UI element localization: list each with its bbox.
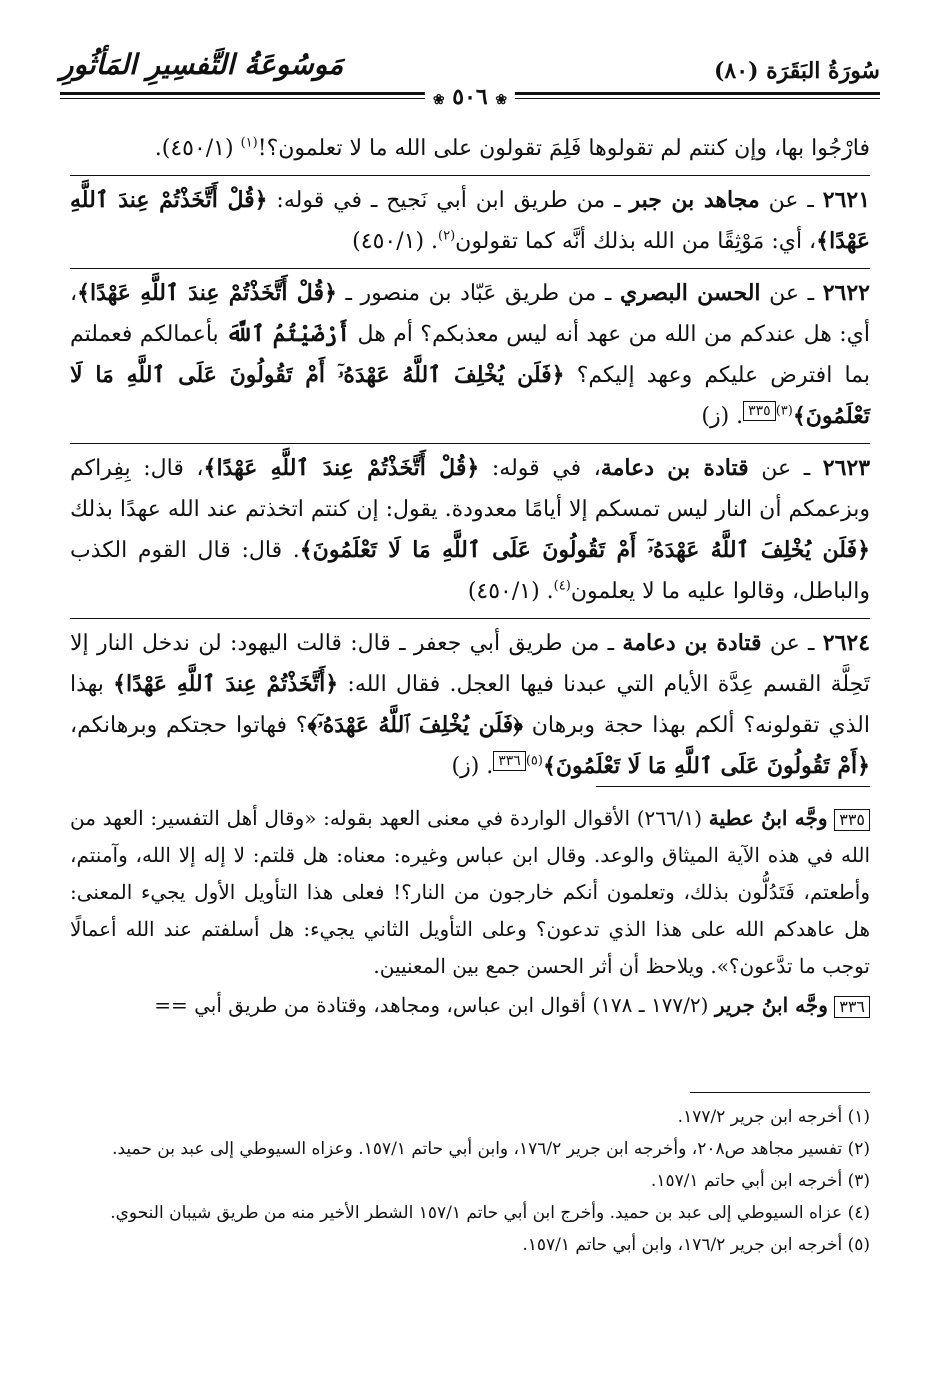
footnote: (٤) عزاه السيوطي إلى عبد بن حميد. وأخرج ابن أبي حاتم ١٥٧/١ الشطر الأخير منه من طريق شيبان النحوي. [110,1203,870,1223]
quran-verse: ﴿قُلْ أَتَّخَذْتُمْ عِندَ ٱللَّهِ عَهْدًا﴾ [77,280,337,306]
narration-text: ؟ فهاتوا حجتكم وبرهانكم، [70,713,308,738]
narration-text: بأعمالكم فعملتم بما افترض عليكم وعهد إليكم؟ [70,322,870,388]
narrator-name: الحسن البصري [619,280,761,306]
narration-2624 [70,623,870,787]
narration-text: ـ عن [768,188,814,213]
narration-number: ٢٦٢١ [822,187,871,213]
narration-text: ـ من طريق عَبّاد بن منصور ـ [345,281,612,306]
page-header [60,48,880,108]
narration-text: ـ عن [769,281,815,306]
narration-number: ٢٦٢٢ [822,280,870,306]
quran-verse: أَرْضَيْتُمُ ٱللَّهَ [226,321,351,347]
main-text [70,128,870,793]
footnote-divider [690,1092,870,1093]
narration-text: ـ عن [761,456,811,481]
footnote: (٣) أخرجه ابن أبي حاتم ١٥٧/١. [650,1171,870,1191]
reference: . (٤٥٠/١) [352,229,439,254]
surah-title: سُورَةُ البَقَرَة (٨٠) [714,58,880,84]
paragraph-text: فارْجُوا بها، وإن كنتم لم تقولوها فَلِمَ تقولون على الله ما لا تعلمون؟! [257,136,870,161]
narration-text: ـ عن [769,631,815,656]
narration-2623 [70,448,870,612]
paragraph-separator [70,443,870,444]
narration-text: ، أي: هل عندكم من الله من عهد أنه ليس معذبكم؟ أم هل [70,281,870,347]
reference: (٤٥٠/١). [154,136,234,161]
narration-text: بهذا الذي تقولونه؟ ألكم بهذا حجة وبرهان [70,672,870,738]
footnote: (٥) أخرجه ابن جرير ١٧٦/٢، وابن أبي حاتم ١٥٧/١. [522,1235,870,1255]
narration-number: ٢٦٢٤ [822,630,871,656]
commentary-author: وجَّه ابنُ عطية [708,806,828,830]
paragraph-separator [70,618,870,619]
footnote-marker: (٢) [438,228,456,244]
commentary-author: وجَّه ابنُ جرير [714,993,828,1017]
reference: . (٤٥٠/١) [467,579,554,604]
narrator-name: قتادة بن دعامة [600,455,749,481]
commentary-marker: ٣٣٦ [493,751,526,771]
footnote-marker: (٥) [525,753,543,769]
quran-verse: ﴿أَتَّخَذْتُمْ عِندَ ٱللَّهِ عَهْدًا﴾ [113,671,339,697]
quran-verse: ﴿قُلْ أَتَّخَذْتُمْ عِندَ ٱللَّهِ عَهْدًا﴾ [70,187,870,254]
quran-verse: ﴿فَلَن يُخْلِفَ ٱللَّهُ عَهْدَهُۥٓ﴾ [307,712,523,738]
narration-2622 [70,273,870,437]
commentary-text: (١٧٧/٢ ـ ١٧٨) أقوال ابن عباس، ومجاهد، وقتادة من طريق أبي == [154,993,709,1017]
narration-text: . قال: قال القوم الكذب والباطل، وقالوا عليه ما لا يعلمون [70,538,870,604]
footnote: (٢) تفسير مجاهد ص٢٠٨، وأخرجه ابن جرير ١٧٦/٢، وابن أبي حاتم ١٥٧/١. وعزاه السيوطي إلى عبد بن حميد. [112,1139,870,1159]
commentary-335 [70,800,870,985]
footnote-marker: (٣) [775,403,793,419]
narration-2621 [70,180,870,262]
paragraph-separator [70,175,870,176]
narration-text: ، في قوله: [491,456,601,481]
ornament-icon: ❀ [432,92,445,108]
page-number-group [425,84,515,110]
paragraph-separator [70,268,870,269]
reference: . (ز) [701,404,744,429]
narration-number: ٢٦٢٣ [822,455,871,481]
quran-verse: ﴿أَمْ تَقُولُونَ عَلَى ٱللَّهِ مَا لَا تَعْلَمُونَ﴾ [542,753,870,779]
page-number: ٥٠٦ [452,84,488,110]
footnote-marker: (١) [240,135,258,151]
narration-text: ، أي: مَوْثِقًا من الله بذلك أنَّه كما تقولون [455,229,817,254]
commentary-336 [70,987,870,1024]
narration-text: ـ من طريق أبي جعفر ـ قال: قالت اليهود: لن ندخل النار إلا تَحِلَّة القسم عِدَّة الأيام التي عبدنا فيها العجل. فقال الله: [70,631,870,697]
commentary-section [70,800,870,1026]
quran-verse: ﴿قُلْ أَتَّخَذْتُمْ عِندَ ٱللَّهِ عَهْدًا﴾ [203,455,480,481]
ornament-icon: ❀ [495,92,508,108]
footnote: (١) أخرجه ابن جرير ١٧٧/٢. [677,1107,870,1127]
narration-text: ، قال: بِفِراكم وبزعمكم أن النار ليس تمسكم إلا أيامًا معدودة. يقول: إن كنتم اتخذتم عند الله عهدًا بذلك [70,456,871,522]
commentary-divider [596,786,870,787]
book-title: مَوسُوعَةُ التَّفسِيرِ المَأثُورِ [60,48,344,81]
narrator-name: مجاهد بن جبر [629,187,760,213]
quran-verse: ﴿فَلَن يُخْلِفَ ٱللَّهُ عَهْدَهُۥٓ أَمْ تَقُولُونَ عَلَى ٱللَّهِ مَا لَا تَعْلَمُونَ﴾ [70,362,870,429]
commentary-number: ٣٣٦ [834,996,870,1018]
quran-verse: ﴿فَلَن يُخْلِفَ ٱللَّهُ عَهْدَهُۥٓ أَمْ تَقُولُونَ عَلَى ٱللَّهِ مَا لَا تَعْلَمُونَ﴾ [299,537,870,563]
reference: . (ز) [451,754,494,779]
narrator-name: قتادة بن دعامة [622,630,762,656]
commentary-number: ٣٣٥ [834,809,870,831]
narration-text: ـ من طريق ابن أبي نَجيح ـ في قوله: [276,188,621,213]
paragraph-continuation [70,128,870,169]
footnote-marker: (٤) [553,578,571,594]
commentary-text: (٢٦٦/١) الأقوال الواردة في معنى العهد بقوله: «وقال أهل التفسير: العهد من الله في هذه الآية الميثاق والوعد. وقال ابن عباس وغيره: معناه: هل قلتم: لا إله إلا الله، وآمنتم، وأطعتم، فَتَدُلُّون بذلك، وتعلمون أنكم خارجون من النار؟! فعلى هذا التأويل الأول يجيء المعنى: هل عاهدكم الله على هذا الذي تدعون؟ وعلى التأويل الثاني يجيء: هل أسلفتم عند الله أعمالًا توجب ما تدَّعون؟». ويلاحظ أن أثر الحسن جمع بين المعنيين. [70,806,870,978]
footnotes [70,1102,870,1262]
commentary-marker: ٣٣٥ [743,401,776,421]
